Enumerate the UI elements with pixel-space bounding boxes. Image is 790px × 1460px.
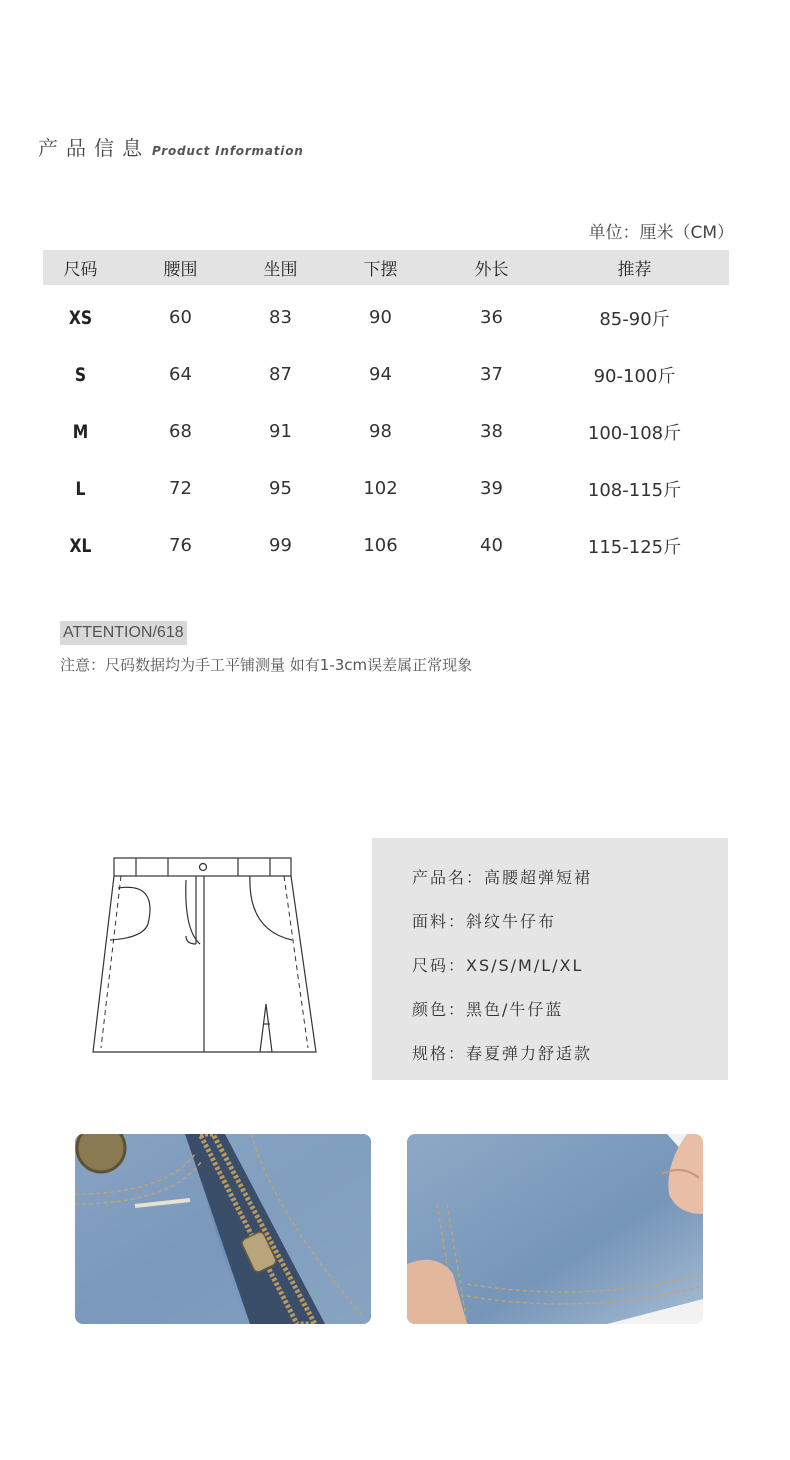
waist-cell: 64 (169, 364, 192, 385)
waist-cell: 60 (169, 307, 192, 328)
hem-cell: 94 (369, 364, 392, 385)
hem-detail-photo (407, 1134, 703, 1324)
table-header-row (43, 250, 729, 285)
button-icon (200, 864, 207, 871)
section-heading (38, 132, 304, 162)
size-cell: S (74, 363, 87, 386)
left-pocket (110, 887, 150, 940)
recommend-cell: 90-100斤 (593, 365, 676, 387)
length-cell: 38 (480, 421, 503, 442)
table-row (43, 460, 729, 517)
size-cell: XS (68, 306, 93, 329)
hip-cell: 87 (269, 364, 292, 385)
waist-cell: 72 (169, 478, 192, 499)
coin-pocket (186, 880, 200, 944)
measurement-note: 注意：尺码数据均为手工平铺测量 如有1-3cm误差属正常现象 (60, 656, 473, 674)
recommend-cell: 100-108斤 (587, 422, 682, 444)
header-hem: 下摆 (318, 250, 443, 285)
length-cell: 40 (480, 535, 503, 556)
size-table (43, 250, 729, 574)
table-row (43, 346, 729, 403)
table-row (43, 285, 729, 346)
button-icon (77, 1134, 125, 1172)
waist-cell: 76 (169, 535, 192, 556)
waistband (114, 858, 291, 876)
size-cell: XL (69, 534, 92, 557)
stitch-line (284, 876, 308, 1048)
hip-cell: 83 (269, 307, 292, 328)
recommend-cell: 115-125斤 (587, 536, 682, 558)
hem-cell: 90 (369, 307, 392, 328)
waist-cell: 68 (169, 421, 192, 442)
header-recommend: 推荐 (540, 250, 729, 285)
heading-cn: 产品信息 (38, 136, 150, 160)
length-cell: 37 (480, 364, 503, 385)
hip-cell: 99 (269, 535, 292, 556)
info-spec: 规格：春夏弹力舒适款 (412, 1044, 593, 1063)
info-colors: 颜色：黑色/牛仔蓝 (412, 1000, 564, 1019)
hip-cell: 91 (269, 421, 292, 442)
recommend-cell: 108-115斤 (587, 479, 682, 501)
recommend-cell: 85-90斤 (599, 308, 670, 330)
info-fabric: 面料：斜纹牛仔布 (412, 912, 557, 931)
attention-badge: ATTENTION/618 (60, 621, 187, 645)
length-cell: 36 (480, 307, 503, 328)
header-length: 外长 (443, 250, 540, 285)
info-product-name: 产品名：高腰超弹短裙 (412, 868, 593, 887)
unit-label: 单位：厘米（CM） (588, 223, 734, 243)
product-info-panel (372, 838, 728, 1080)
header-waist: 腰围 (118, 250, 243, 285)
heading-en: Product Information (152, 144, 304, 158)
length-cell: 39 (480, 478, 503, 499)
table-row (43, 403, 729, 460)
size-cell: M (72, 420, 89, 443)
hem-cell: 102 (363, 478, 398, 499)
front-slit (260, 1004, 272, 1052)
hem-cell: 98 (369, 421, 392, 442)
header-hip: 坐围 (243, 250, 318, 285)
size-cell: L (75, 477, 86, 500)
hip-cell: 95 (269, 478, 292, 499)
info-sizes: 尺码：XS/S/M/L/XL (412, 956, 584, 975)
hem-cell: 106 (363, 535, 398, 556)
skirt-sketch-illustration (88, 852, 324, 1062)
table-row (43, 517, 729, 574)
zipper-detail-photo (75, 1134, 371, 1324)
header-size: 尺码 (43, 250, 118, 285)
